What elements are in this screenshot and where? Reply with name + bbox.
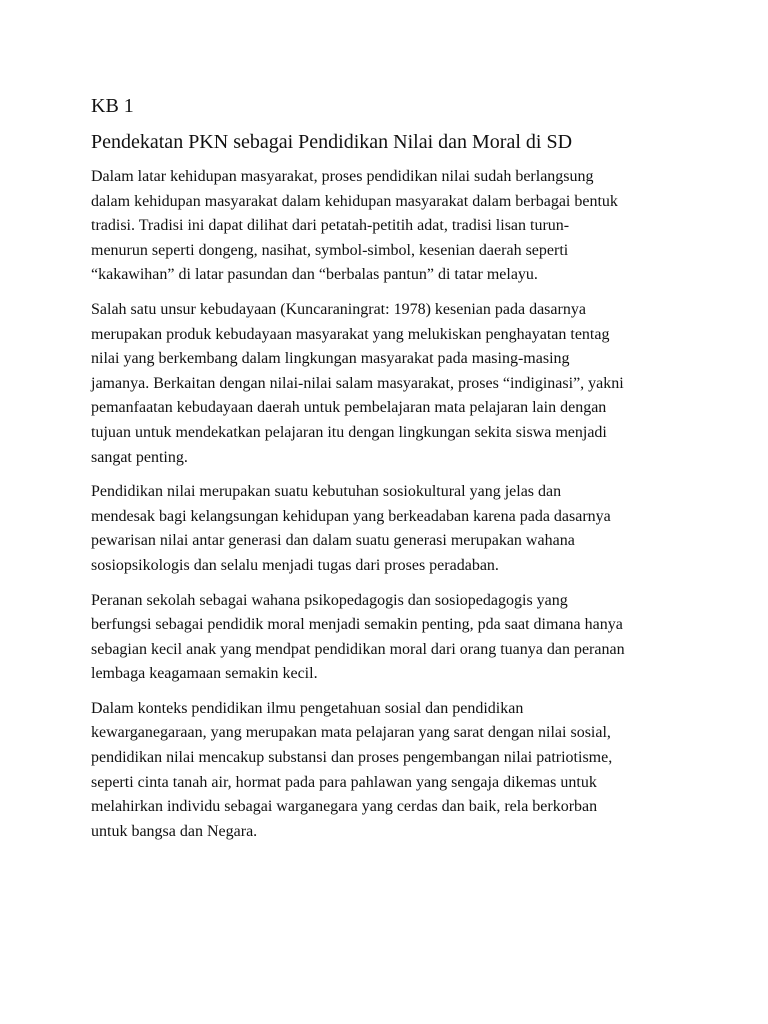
text-line: Dalam konteks pendidikan ilmu pengetahuan sosial dan pendidikan (91, 699, 524, 717)
text-line: pewarisan nilai antar generasi dan dalam suatu generasi merupakan wahana (91, 532, 575, 550)
text-line: jamanya. Berkaitan dengan nilai-nilai salam masyarakat, proses “indiginasi”, yakni (91, 374, 624, 392)
document-body (91, 93, 691, 854)
text-line: Salah satu unsur kebudayaan (Kuncaraningrat: 1978) kesenian pada dasarnya (91, 300, 586, 318)
paragraph-5 (91, 697, 691, 845)
text-line: dalam kehidupan masyarakat dalam kehidupan masyarakat dalam berbagai bentuk (91, 192, 618, 210)
text-line: merupakan produk kebudayaan masyarakat yang melukiskan penghayatan tentag (91, 325, 610, 343)
document-title: Pendekatan PKN sebagai Pendidikan Nilai dan Moral di SD (91, 131, 573, 153)
text-line: “kakawihan” di latar pasundan dan “berbalas pantun” di tatar melayu. (91, 266, 538, 284)
paragraph-4 (91, 589, 691, 687)
text-line: pemanfaatan kebudayaan daerah untuk pembelajaran mata pelajaran lain dengan (91, 399, 607, 417)
text-line: menurun seperti dongeng, nasihat, symbol-simbol, kesenian daerah seperti (91, 241, 569, 259)
text-line: sebagian kecil anak yang mendpat pendidikan moral dari orang tuanya dan peranan (91, 640, 625, 658)
text-line: lembaga keagamaan semakin kecil. (91, 665, 318, 683)
section-heading: KB 1 (91, 95, 134, 117)
text-line: Dalam latar kehidupan masyarakat, proses pendidikan nilai sudah berlangsung (91, 168, 594, 185)
text-line: tujuan untuk mendekatkan pelajaran itu dengan lingkungan sekita siswa menjadi (91, 423, 607, 441)
text-line: tradisi. Tradisi ini dapat dilihat dari petatah-petitih adat, tradisi lisan turun- (91, 217, 570, 235)
paragraph-3 (91, 480, 691, 578)
text-line: sangat penting. (91, 448, 188, 466)
text-line: mendesak bagi kelangsungan kehidupan yang berkeadaban karena pada dasarnya (91, 507, 611, 525)
paragraph-2 (91, 298, 691, 470)
text-line: untuk bangsa dan Negara. (91, 822, 258, 840)
text-line: sosiopsikologis dan selalu menjadi tugas dari proses peradaban. (91, 556, 499, 574)
text-line: kewarganegaraan, yang merupakan mata pelajaran yang sarat dengan nilai sosial, (91, 724, 611, 742)
text-line: berfungsi sebagai pendidik moral menjadi semakin penting, pda saat dimana hanya (91, 616, 623, 634)
text-line: Peranan sekolah sebagai wahana psikopedagogis dan sosiopedagogis yang (91, 591, 568, 609)
text-line: nilai yang berkembang dalam lingkungan masyarakat pada masing-masing (91, 350, 570, 368)
text-line: seperti cinta tanah air, hormat pada para pahlawan yang sengaja dikemas untuk (91, 773, 597, 791)
text-line: Pendidikan nilai merupakan suatu kebutuhan sosiokultural yang jelas dan (91, 483, 562, 501)
text-line: melahirkan individu sebagai warganegara yang cerdas dan baik, rela berkorban (91, 798, 598, 816)
text-line: pendidikan nilai mencakup substansi dan proses pengembangan nilai patriotisme, (91, 749, 613, 767)
paragraph-1 (91, 165, 691, 288)
